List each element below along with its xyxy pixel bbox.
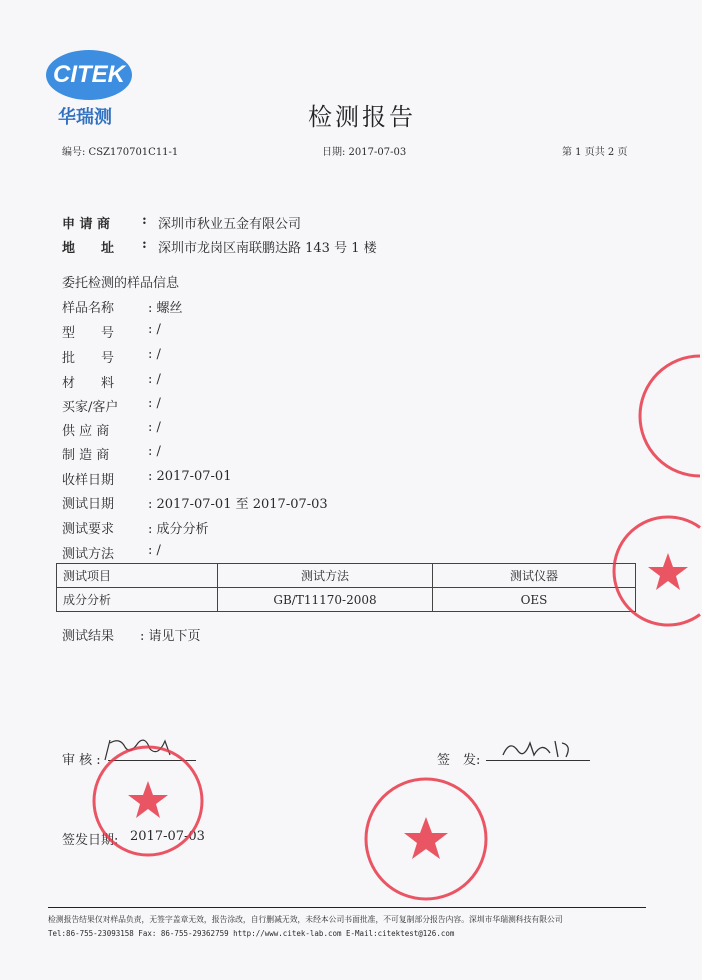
issuer-signature: [500, 737, 580, 762]
table-row: [57, 588, 636, 612]
colon: :: [142, 237, 147, 252]
table-cell: OES: [433, 588, 636, 612]
footer-disclaimer: 检测报告结果仅对样品负责，无签字盖章无效，报告涂改，自行删减无效，未经本公司书面批准，不可复制部分报告内容。深圳市华瑞测科技有限公司: [48, 915, 563, 924]
applicant-label: 申 请 商: [62, 217, 111, 232]
result-value: : 请见下页: [140, 629, 201, 644]
logo-chinese-name: 华瑞测: [58, 107, 112, 128]
sample-section-title: 委托检测的样品信息: [62, 276, 180, 291]
report-number: 编号: CSZ170701C11-1: [62, 147, 179, 158]
table-cell: 成分分析: [57, 588, 218, 612]
sample-field-value: : /: [148, 444, 161, 459]
sample-field-value: : 2017-07-01 至 2017-07-03: [148, 497, 328, 512]
page-title: 检测报告: [308, 103, 416, 131]
lab-stamp-edge: [612, 515, 702, 629]
lab-stamp: [90, 743, 210, 863]
sample-field-label: 测试要求: [62, 522, 115, 537]
address-label: 地 址: [62, 241, 115, 256]
sample-field-label: 测试日期: [62, 497, 115, 512]
sample-field-value: : /: [148, 347, 161, 362]
sample-field-label: 型 号: [62, 326, 115, 341]
sample-field-label: 批 号: [62, 351, 115, 366]
sample-field-label: 供 应 商: [62, 424, 110, 439]
issue-label: 签 发:: [437, 753, 481, 768]
sample-field-value: : /: [148, 322, 161, 337]
client-stamp-edge: [636, 350, 702, 482]
sample-field-label: 材 料: [62, 376, 115, 391]
table-header: 测试仪器: [433, 564, 636, 588]
table-header: 测试项目: [57, 564, 218, 588]
sample-field-value: : /: [148, 396, 161, 411]
table-cell: GB/T11170-2008: [218, 588, 433, 612]
sample-field-value: : 成分分析: [148, 522, 209, 537]
colon: :: [142, 213, 147, 228]
tests-table: [56, 563, 636, 612]
page-number: 第 1 页共 2 页: [562, 147, 628, 158]
sample-field-value: : 2017-07-01: [148, 469, 232, 484]
result-label: 测试结果: [62, 629, 115, 644]
issue-date-label: 签发日期:: [62, 833, 119, 848]
sample-field-label: 制 造 商: [62, 448, 110, 463]
sample-field-value: : /: [148, 543, 161, 558]
applicant-value: 深圳市秋业五金有限公司: [158, 217, 302, 232]
sample-field-value: : /: [148, 420, 161, 435]
sample-field-label: 测试方法: [62, 547, 115, 562]
review-label: 审 核 :: [62, 753, 101, 768]
sample-field-label: 收样日期: [62, 473, 115, 488]
footer-contact: Tel:86-755-23093158 Fax: 86-755-29362759 http://www.citek-lab.com E-Mail:citektest@126.com: [48, 929, 455, 938]
footer-divider: [48, 907, 646, 908]
table-header-row: [57, 564, 636, 588]
sample-field-label: 样品名称: [62, 301, 115, 316]
client-stamp: [362, 775, 492, 905]
sample-field-value: : /: [148, 372, 161, 387]
citek-logo: CITEK: [46, 50, 132, 100]
address-value: 深圳市龙岗区南联鹏达路 143 号 1 楼: [158, 241, 377, 256]
table-header: 测试方法: [218, 564, 433, 588]
sample-field-label: 买家/客户: [62, 400, 119, 415]
issue-date-value: 2017-07-03: [130, 829, 205, 844]
report-date: 日期: 2017-07-03: [322, 147, 407, 158]
sample-field-value: : 螺丝: [148, 301, 183, 316]
